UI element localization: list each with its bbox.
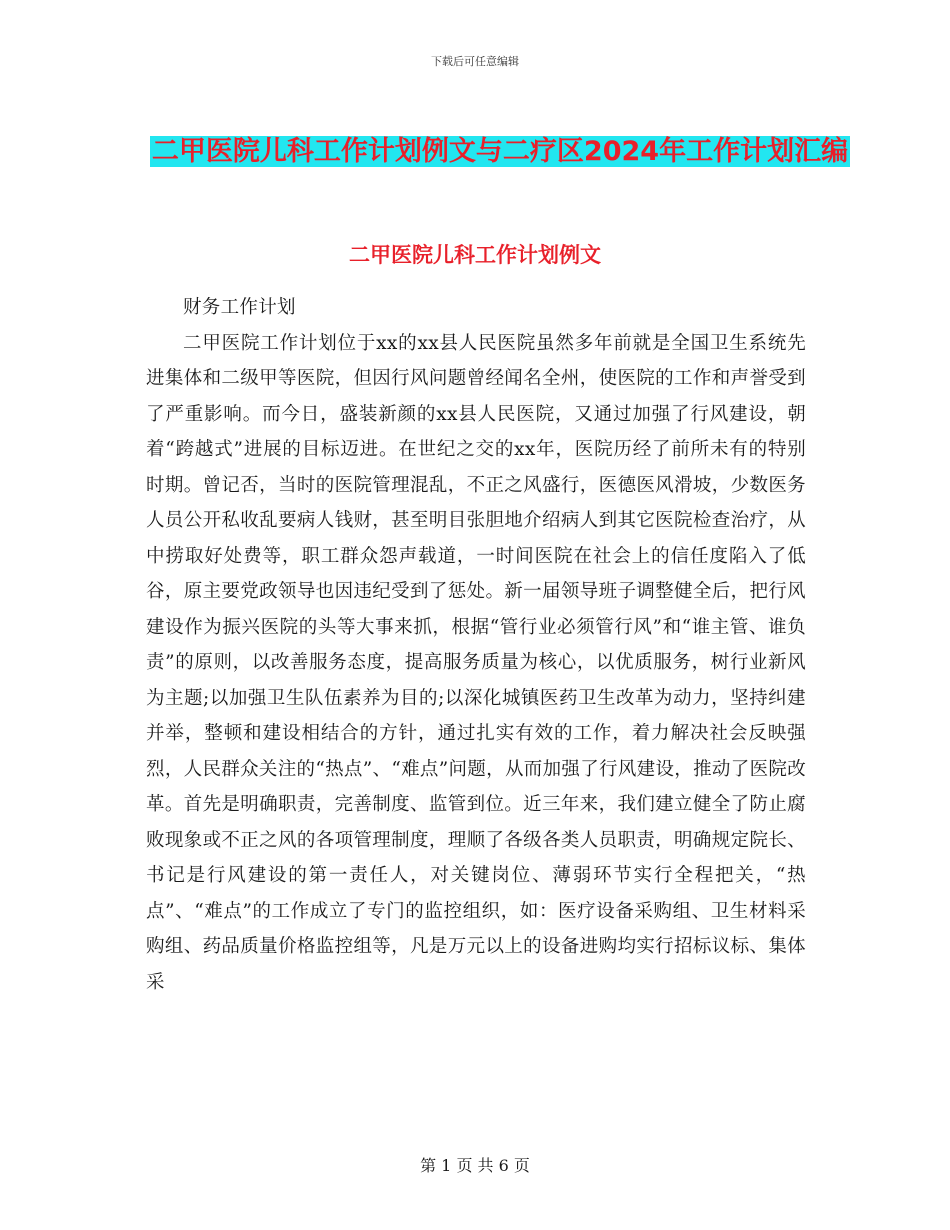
section-title: 二甲医院儿科工作计划例文 <box>349 243 601 268</box>
page-footer: 第 1 页 共 6 页 <box>420 1156 530 1175</box>
header-note: 下载后可任意编辑 <box>431 55 519 68</box>
paragraph: 二甲医院工作计划位于xx的xx县人民医院虽然多年前就是全国卫生系统先进集体和二级甲等医院，但因行风问题曾经闻名全州，使医院的工作和声誉受到了严重影响。而今日，盛装新颜的xx县人民医院，又通过加强了行风建设，朝着“跨越式”进展的目标迈进。在世纪之交的xx年，医院历经了前所未有的特别时期。曾记否，当时的医院管理混乱，不正之风盛行，医德医风滑坡，少数医务人员公开私收乱要病人钱财，甚至明目张胆地介绍病人到其它医院检查治疗，从中捞取好处费等，职工群众怨声载道，一时间医院在社会上的信任度陷入了低谷，原主要党政领导也因违纪受到了惩处。新一届领导班子调整健全后，把行风建设作为振兴医院的头等大事来抓，根据“管行业必须管行风”和“谁主管、谁负责”的原则，以改善服务态度，提高服务质量为核心，以优质服务，树行业新风为主题;以加强卫生队伍素养为目的;以深化城镇医药卫生改革为动力，坚持纠建并举，整顿和建设相结合的方针，通过扎实有效的工作，着力解决社会反映强烈，人民群众关注的“热点”、“难点”问题，从而加强了行风建设，推动了医院改革。首先是明确职责，完善制度、监管到位。近三年来，我们建立健全了防止腐败现象或不正之风的各项管理制度，理顺了各级各类人员职责，明确规定院长、书记是行风建设的第一责任人，对关键岗位、薄弱环节实行全程把关，“热点”、“难点”的工作成立了专门的监控组织，如：医疗设备采购组、卫生材料采购组、药品质量价格监控组等，凡是万元以上的设备进购均实行招标议标、集体采 <box>146 332 806 993</box>
paragraph-heading: 财务工作计划 <box>183 297 296 318</box>
document-body <box>146 290 806 1000</box>
document-title-text: 二甲医院儿科工作计划例文与二疗区2024年工作计划汇编 <box>151 136 849 168</box>
document-title <box>140 128 860 176</box>
